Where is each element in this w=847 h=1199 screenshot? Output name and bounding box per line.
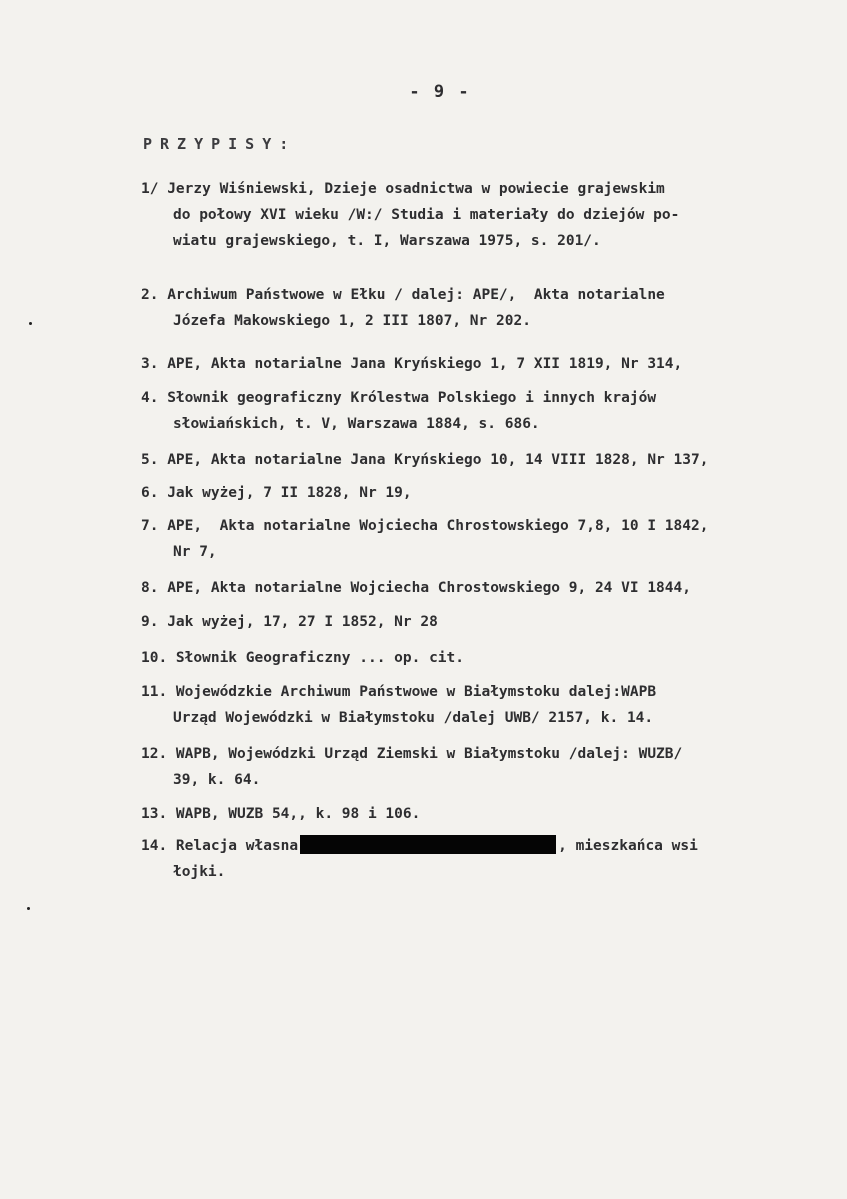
- footnote-line: wiatu grajewskiego, t. I, Warszawa 1975, s. 201/.: [173, 233, 601, 249]
- footnote-line: 5. APE, Akta notarialne Jana Kryńskiego 10, 14 VIII 1828, Nr 137,: [141, 452, 709, 468]
- footnote-14: [141, 833, 825, 885]
- footnote-line: 9. Jak wyżej, 17, 27 I 1852, Nr 28: [141, 614, 438, 630]
- footnote-line: Urząd Wojewódzki w Białymstoku /dalej UWB/ 2157, k. 14.: [173, 710, 654, 726]
- footnote-5: [141, 447, 825, 473]
- footnote-line: 13. WAPB, WUZB 54,, k. 98 i 106.: [141, 806, 421, 822]
- footnote-line: 7. APE, Akta notarialne Wojciecha Chrostowskiego 7,8, 10 I 1842,: [141, 518, 709, 534]
- footnote-line: Nr 7,: [173, 544, 217, 560]
- footnote-line: 1/ Jerzy Wiśniewski, Dzieje osadnictwa w powiecie grajewskim: [141, 181, 665, 197]
- footnote-12: [141, 741, 825, 793]
- footnote-line: 2. Archiwum Państwowe w Ełku / dalej: APE/, Akta notarialne: [141, 287, 665, 303]
- footnote-line: Józefa Makowskiego 1, 2 III 1807, Nr 202.: [173, 313, 531, 329]
- footnote-9: [141, 609, 825, 635]
- footnote-line: łojki.: [173, 864, 226, 880]
- footnote-line: 12. WAPB, Wojewódzki Urząd Ziemski w Białymstoku /dalej: WUZB/: [141, 746, 683, 762]
- footnote-1: [141, 176, 825, 254]
- footnote-text: , mieszkańca wsi: [558, 838, 698, 854]
- footnote-13: [141, 801, 825, 827]
- footnote-line: 39, k. 64.: [173, 772, 261, 788]
- footnote-line: 6. Jak wyżej, 7 II 1828, Nr 19,: [141, 485, 412, 501]
- footnote-line: [141, 833, 825, 859]
- footnote-4: [141, 385, 825, 437]
- footnote-10: [141, 645, 825, 671]
- footnote-6: [141, 480, 825, 506]
- footnote-line: 10. Słownik Geograficzny ... op. cit.: [141, 650, 465, 666]
- page-number: - 9 -: [409, 82, 471, 102]
- footnote-11: [141, 679, 825, 731]
- footnote-8: [141, 575, 825, 601]
- punch-mark: [27, 907, 30, 910]
- punch-mark: [29, 322, 32, 325]
- footnote-line: do połowy XVI wieku /W:/ Studia i materiały do dziejów po-: [173, 207, 680, 223]
- footnote-line: 8. APE, Akta notarialne Wojciecha Chrostowskiego 9, 24 VI 1844,: [141, 580, 691, 596]
- footnote-7: [141, 513, 825, 565]
- footnote-line: 3. APE, Akta notarialne Jana Kryńskiego 1, 7 XII 1819, Nr 314,: [141, 356, 683, 372]
- footnote-line: słowiańskich, t. V, Warszawa 1884, s. 686.: [173, 416, 540, 432]
- footnote-line: 11. Wojewódzkie Archiwum Państwowe w Białymstoku dalej:WAPB: [141, 684, 657, 700]
- footnote-line: 4. Słownik geograficzny Królestwa Polskiego i innych krajów: [141, 390, 657, 406]
- footnote-2: [141, 282, 825, 334]
- footnote-3: [141, 351, 825, 377]
- footnotes-heading: PRZYPISY:: [143, 135, 297, 153]
- footnote-text: 14. Relacja własna: [141, 838, 299, 854]
- redaction-bar: [300, 835, 556, 854]
